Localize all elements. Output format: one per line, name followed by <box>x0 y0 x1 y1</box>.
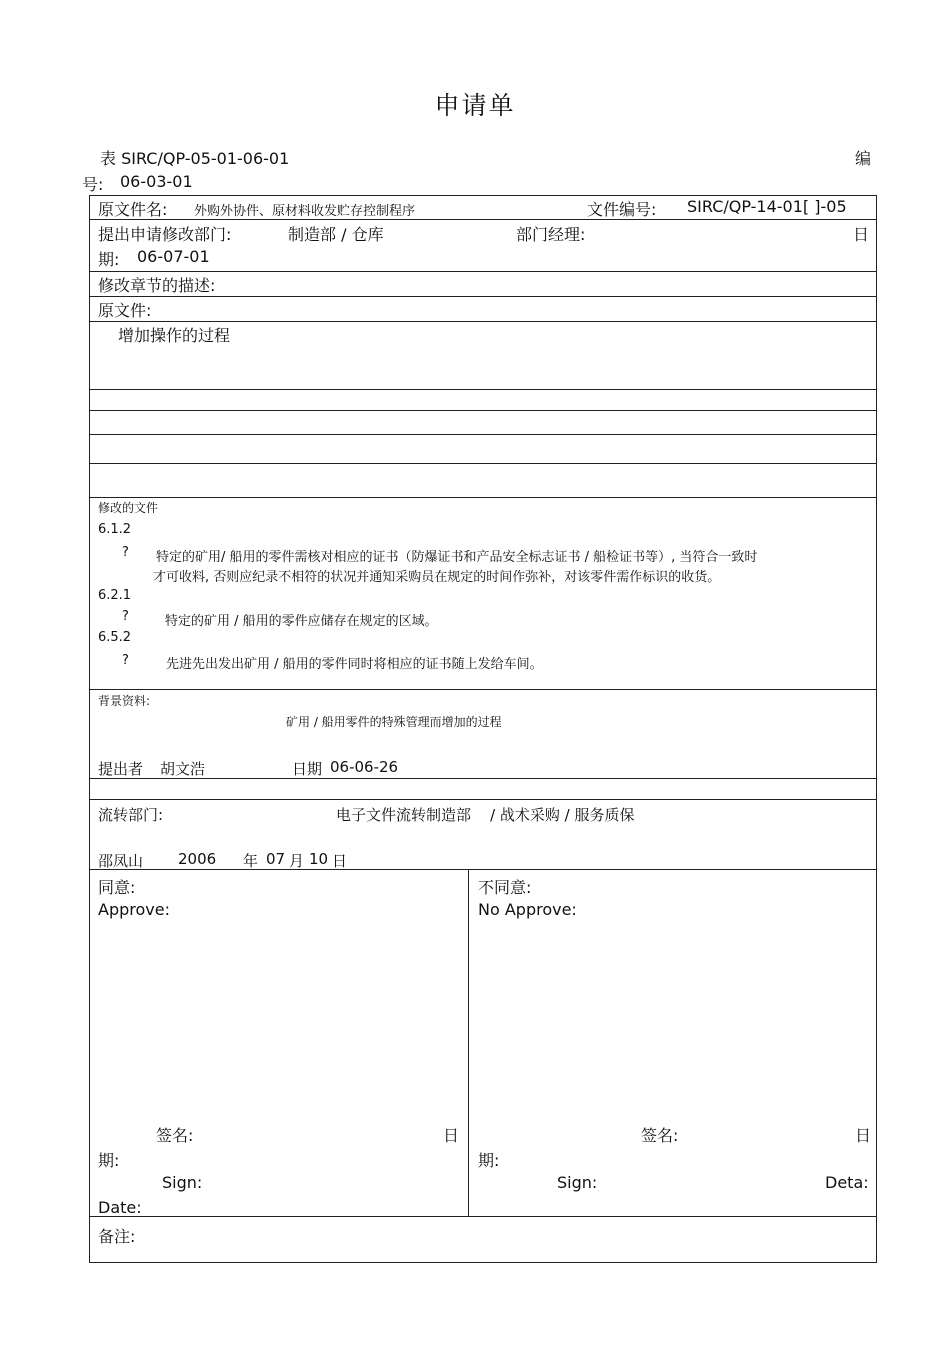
background-text: 矿用 / 船用零件的特殊管理而增加的过程 <box>286 715 502 729</box>
deta-en-label: Deta: <box>825 1173 869 1192</box>
sign-en-label: Sign: <box>162 1173 203 1192</box>
rule <box>89 463 877 464</box>
manager-label: 部门经理: <box>516 225 586 244</box>
agree-en-label: Approve: <box>98 900 170 919</box>
page-title: 申请单 <box>434 91 516 120</box>
sign-en-label: Sign: <box>557 1173 598 1192</box>
bullet: ? <box>122 609 129 624</box>
clause-text: 才可收料, 否则应纪录不相符的状况并通知采购员在规定的时间作弥补，对该零件需作标识的收货。 <box>153 570 721 585</box>
date-label-a: 日 <box>855 1126 872 1145</box>
rule <box>89 410 877 411</box>
column-divider <box>468 869 469 1216</box>
number-label-a: 编 <box>855 149 872 168</box>
circulation-month: 07 <box>266 850 286 868</box>
year-unit: 年 <box>243 852 259 870</box>
rule <box>89 434 877 435</box>
doc-no-value: SIRC/QP-14-01[ ]-05 <box>687 197 847 216</box>
rule <box>89 497 877 498</box>
clause-text: 特定的矿用/ 船用的零件需核对相应的证书（防爆证书和产品安全标志证书 / 船检证书等）, 当符合一致时 <box>156 550 758 565</box>
disagree-label: 不同意: <box>478 878 532 897</box>
dept-value: 制造部 / 仓库 <box>288 225 384 244</box>
date-label-b: 期: <box>98 250 120 269</box>
dept-label: 提出申请修改部门: <box>98 225 232 244</box>
original-file-label: 原文件: <box>98 301 152 320</box>
month-unit: 月 <box>289 852 305 870</box>
rule <box>89 219 877 220</box>
proposal-date-label: 日期 <box>292 760 323 778</box>
circulation-signer: 邵凤山 <box>98 852 144 870</box>
rule <box>89 869 877 870</box>
rule <box>89 689 877 690</box>
date-label-b: 期: <box>98 1151 120 1170</box>
rule <box>89 271 877 272</box>
rule <box>89 321 877 322</box>
remarks-label: 备注: <box>98 1227 136 1246</box>
number-value: 06-03-01 <box>120 172 193 191</box>
sign-label: 签名: <box>156 1126 194 1145</box>
date-label-b: 期: <box>478 1151 500 1170</box>
proposer-label: 提出者 <box>98 760 144 778</box>
disagree-en-label: No Approve: <box>478 900 577 919</box>
circulation-year: 2006 <box>178 850 217 868</box>
agree-label: 同意: <box>98 878 136 897</box>
clause-number: 6.1.2 <box>98 522 132 537</box>
clause-text: 先进先出发出矿用 / 船用的零件同时将相应的证书随上发给车间。 <box>166 657 543 672</box>
rule <box>89 389 877 390</box>
bullet: ? <box>122 545 129 560</box>
modified-heading: 修改的文件 <box>98 501 159 515</box>
background-label: 背景资料: <box>98 694 151 708</box>
proposer-name: 胡文浩 <box>160 760 206 778</box>
date-value: 06-07-01 <box>137 247 210 266</box>
rule <box>89 296 877 297</box>
date-label-a: 日 <box>443 1126 460 1145</box>
original-file-text: 增加操作的过程 <box>118 326 231 345</box>
circulation-value: 电子文件流转制造部 / 战术采购 / 服务质保 <box>336 806 635 824</box>
proposal-date-value: 06-06-26 <box>330 758 399 776</box>
rule <box>89 778 877 779</box>
rule <box>89 799 877 800</box>
circulation-day: 10 <box>309 850 329 868</box>
circulation-label: 流转部门: <box>98 806 164 824</box>
clause-text: 特定的矿用 / 船用的零件应储存在规定的区域。 <box>165 614 438 629</box>
sign-label: 签名: <box>641 1126 679 1145</box>
clause-number: 6.5.2 <box>98 630 132 645</box>
form-code: 表 SIRC/QP-05-01-06-01 <box>100 149 290 168</box>
date-en-label: Date: <box>98 1198 142 1217</box>
chapter-desc-label: 修改章节的描述: <box>98 276 216 295</box>
number-label-b: 号: <box>82 175 104 194</box>
doc-no-label: 文件编号: <box>587 200 657 219</box>
date-label-a: 日 <box>853 225 870 244</box>
clause-number: 6.2.1 <box>98 588 132 603</box>
original-name-label: 原文件名: <box>98 200 168 219</box>
rule <box>89 1216 877 1217</box>
bullet: ? <box>122 653 129 668</box>
day-unit: 日 <box>332 852 348 870</box>
original-name-value: 外购外协件、原材料收发贮存控制程序 <box>194 204 416 219</box>
